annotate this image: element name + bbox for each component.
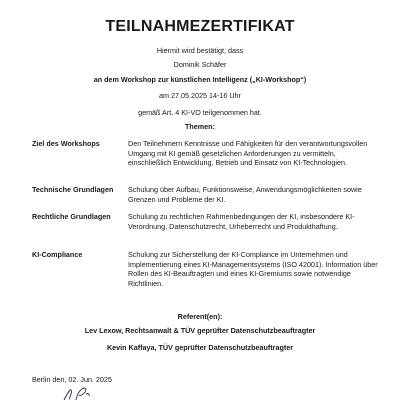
referent-name: Lev Lexow, Rechtsanwalt & TÜV geprüfter Datenschutzbeauftragter — [84, 326, 316, 335]
section-text: Schulung zur Sicherstellung der KI-Compliance im Unternehmen und Implementierung eines KI-Managementsystems (ISO 42001). Information über Rollen des KI-Beauftragten und eines KI-Gremiums sowie notwendige Richtlinien. — [128, 250, 378, 288]
signature-scribble — [40, 386, 120, 400]
section-text: Schulung über Aufbau, Funktionsweise, Anwendungsmöglichkeiten sowie Grenzen und Probleme der KI. — [128, 185, 362, 204]
section-text: Den Teilnehmern Kenntnisse und Fähigkeiten für den verantwortungsvollen Umgang mit KI gemäß gesetzlichen Anforderungen zu vermitteln, einschließlich Entwicklung, Betrieb und Einsatz von KI-Technologien. — [128, 139, 368, 168]
confirmation-text: Hiermit wird bestätigt, dass — [156, 46, 244, 55]
legal-basis: gemäß Art. 4 KI-VO teilgenommen hat. — [138, 108, 262, 117]
section-text: Schulung zu rechtlichen Rahmenbedingungen der KI, insbesondere KI-Verordnung, Datenschutzrecht, Urheberrecht und Produkthaftung. — [128, 212, 355, 231]
section-label: KI-Compliance — [32, 250, 83, 259]
referents-heading: Referent(en): — [177, 312, 223, 321]
event-name: an dem Workshop zur künstlichen Intelligenz („KI-Workshop“) — [93, 75, 307, 84]
referent-name: Kevin Kaffaya, TÜV geprüfter Datenschutzbeauftragter — [106, 343, 294, 352]
place-date: Berlin den, 02. Jun. 2025 — [32, 375, 112, 384]
event-date-time: am 27.05.2025 14-16 Uhr — [159, 91, 241, 100]
certificate-title: TEILNAHMEZERTIFIKAT — [105, 18, 295, 35]
section-label: Rechtliche Grundlagen — [32, 212, 111, 221]
topics-heading: Themen: — [185, 122, 215, 131]
section-label: Ziel des Workshops — [32, 139, 100, 148]
section-label: Technische Grundlagen — [32, 185, 114, 194]
participant-name: Dominik Schäfer — [173, 60, 227, 69]
